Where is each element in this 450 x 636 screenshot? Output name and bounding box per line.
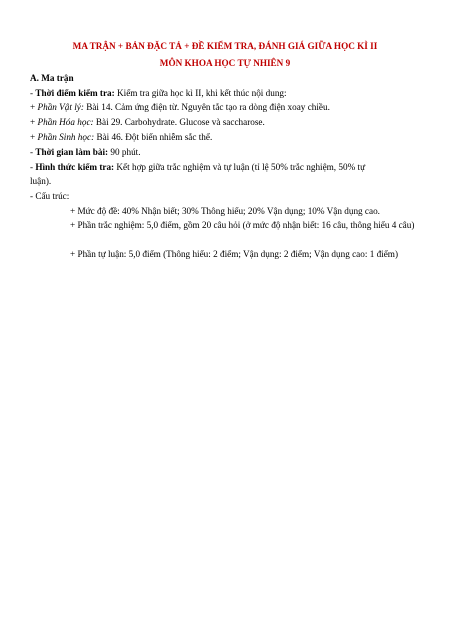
time-of-test-line: - Thời điểm kiểm tra: Kiểm tra giữa học kì II, khi kết thúc nội dung: — [30, 88, 287, 98]
structure-label: - Cấu trúc: — [30, 191, 70, 201]
part-chemistry: + Phần Hóa học: Bài 29. Carbohydrate. Glucose và saccharose. — [30, 117, 265, 127]
part-biology: + Phần Sinh học: Bài 46. Đột biến nhiễm sắc thể. — [30, 132, 213, 142]
part-physics: + Phần Vật lý: Bài 14. Cảm ứng điện từ. Nguyên tắc tạo ra dòng điện xoay chiều. — [30, 102, 330, 112]
document-subtitle: MÔN KHOA HỌC TỰ NHIÊN 9 — [159, 58, 291, 68]
section-heading: A. Ma trận — [30, 73, 74, 83]
document-title: MA TRẬN + BẢN ĐẶC TẢ + ĐỀ KIỂM TRA, ĐÁNH GIÁ GIỮA HỌC KÌ II — [72, 41, 378, 51]
structure-item: + Phần tự luận: 5,0 điểm (Thông hiểu: 2 điểm; Vận dụng: 2 điểm; Vận dụng cao: 1 điểm) — [70, 249, 399, 259]
format-line-cont: luận). — [30, 176, 52, 186]
format-line: - Hình thức kiểm tra: Kết hợp giữa trắc nghiệm và tự luận (tỉ lệ 50% trắc nghiệm, 50% tự — [30, 162, 366, 172]
structure-item: + Mức độ đề: 40% Nhận biết; 30% Thông hiểu; 20% Vận dụng; 10% Vận dụng cao. — [70, 206, 380, 216]
duration-line: - Thời gian làm bài: 90 phút. — [30, 147, 141, 157]
structure-item: + Phần trắc nghiệm: 5,0 điểm, gồm 20 câu hỏi (ở mức độ nhận biết: 16 câu, thông hiểu 4 câu) — [70, 220, 415, 230]
